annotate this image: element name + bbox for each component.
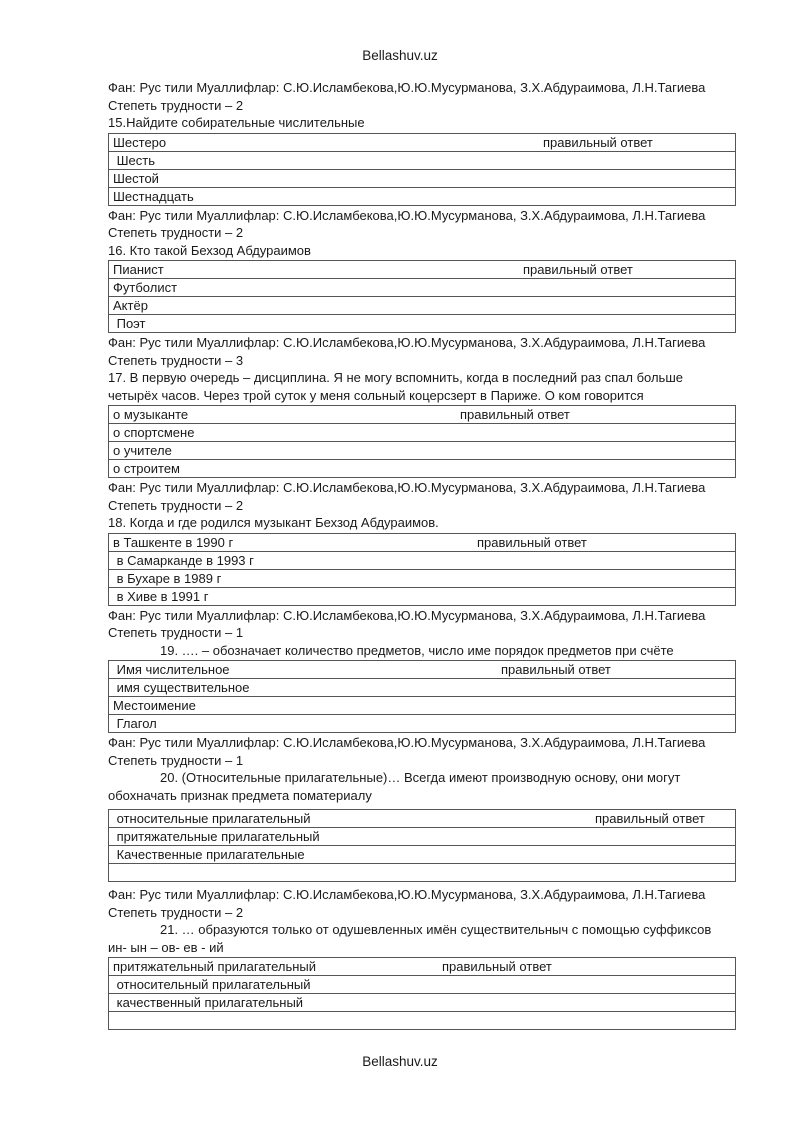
correct-answer-label: правильный ответ: [460, 407, 570, 422]
option-row: [109, 715, 736, 733]
correct-answer-label: правильный ответ: [442, 959, 552, 974]
option-text: притяжательный прилагательный: [113, 959, 317, 974]
option-row: [109, 551, 736, 569]
option-row: [109, 587, 736, 605]
option-row: [109, 810, 736, 828]
option-text: Поэт: [113, 316, 146, 331]
option-text: о строитем: [113, 461, 180, 476]
question-text: 15.Найдите собирательные числительные: [108, 115, 365, 130]
option-row: [109, 133, 736, 151]
option-text: качественный прилагательный: [113, 995, 304, 1010]
option-row: [109, 828, 736, 846]
option-text: Имя числительное: [113, 662, 230, 677]
option-text: Шесть: [113, 152, 155, 168]
correct-answer-label: правильный ответ: [523, 262, 633, 277]
option-row: [109, 846, 736, 864]
option-row: [109, 460, 736, 478]
question-text: 17. В первую очередь – дисциплина. Я не могу вспомнить, когда в последний раз спал больше: [108, 370, 683, 385]
option-row: [109, 406, 736, 424]
question-meta: Фан: Рус тили Муаллифлар: С.Ю.Исламбекова,Ю.Ю.Мусурманова, З.Х.Абдураимова, Л.Н.Тагиева: [108, 887, 706, 902]
option-text: имя существительное: [113, 680, 250, 695]
question-meta: Фан: Рус тили Муаллифлар: С.Ю.Исламбекова,Ю.Ю.Мусурманова, З.Х.Абдураимова, Л.Н.Тагиева: [108, 207, 706, 223]
option-text: о спортсмене: [113, 425, 195, 440]
option-row: [109, 533, 736, 551]
site-header: Bellashuv.uz: [362, 48, 438, 63]
question-meta: Фан: Рус тили Муаллифлар: С.Ю.Исламбекова,Ю.Ю.Мусурманова, З.Х.Абдураимова, Л.Н.Тагиева: [108, 480, 706, 495]
options-table: [108, 405, 736, 478]
question-meta: Фан: Рус тили Муаллифлар: С.Ю.Исламбекова,Ю.Ю.Мусурманова, З.Х.Абдураимова, Л.Н.Тагиева: [108, 735, 706, 750]
question-16: [108, 207, 736, 334]
option-text: Шестой: [113, 170, 159, 186]
option-row: [109, 1012, 736, 1030]
question-meta: Фан: Рус тили Муаллифлар: С.Ю.Исламбекова,Ю.Ю.Мусурманова, З.Х.Абдураимова, Л.Н.Тагиева: [108, 335, 706, 350]
option-text: Шестнадцать: [113, 188, 194, 204]
option-text: притяжательные прилагательный: [113, 829, 320, 844]
question-meta: Фан: Рус тили Муаллифлар: С.Ю.Исламбекова,Ю.Ю.Мусурманова, З.Х.Абдураимова, Л.Н.Тагиева: [108, 80, 706, 95]
option-row: [109, 697, 736, 715]
option-text: Качественные прилагательные: [113, 847, 305, 862]
question-text: 20. (Относительные прилагательные)… Всегда имеют производную основу, они могут: [160, 770, 681, 785]
option-row: [109, 442, 736, 460]
option-text: о учителе: [113, 443, 172, 458]
option-row: [109, 569, 736, 587]
question-text: четырёх часов. Через трой суток у меня сольный коцерсзерт в Париже. О ком говорится: [108, 387, 644, 403]
option-text: Местоимение: [113, 698, 196, 713]
options-table: [108, 660, 736, 733]
option-row: [109, 261, 736, 279]
option-row: [109, 994, 736, 1012]
options-table: [108, 260, 736, 333]
option-row: [109, 315, 736, 333]
option-text: в Самарканде в 1993 г: [113, 552, 254, 568]
difficulty-level: Степеть трудности – 2: [108, 904, 244, 920]
site-footer: Bellashuv.uz: [362, 1054, 438, 1069]
question-15: [108, 79, 736, 206]
question-text: ин- ын – ов- ев - ий: [108, 939, 224, 955]
difficulty-level: Степеть трудности – 1: [108, 625, 244, 640]
question-text: 18. Когда и где родился музыкант Бехзод Абдураимов.: [108, 515, 439, 530]
option-text: Глагол: [113, 716, 157, 731]
difficulty-level: Степеть трудности – 2: [108, 97, 244, 113]
option-row: [109, 279, 736, 297]
option-text: Футболист: [113, 280, 178, 295]
question-meta: Фан: Рус тили Муаллифлар: С.Ю.Исламбекова,Ю.Ю.Мусурманова, З.Х.Абдураимова, Л.Н.Тагиева: [108, 607, 706, 623]
question-text: 16. Кто такой Бехзод Абдураимов: [108, 242, 311, 258]
difficulty-level: Степеть трудности – 2: [108, 497, 244, 513]
options-table: [108, 533, 736, 606]
option-text: о музыканте: [113, 407, 189, 422]
difficulty-level: Степеть трудности – 2: [108, 225, 244, 240]
option-row: [109, 169, 736, 187]
document-content: [108, 79, 736, 1031]
question-21: [108, 886, 736, 1030]
option-row: [109, 297, 736, 315]
options-table: [108, 809, 736, 882]
option-row: [109, 679, 736, 697]
option-row: [109, 424, 736, 442]
correct-answer-label: правильный ответ: [543, 134, 653, 150]
option-text: в Хиве в 1991 г: [113, 588, 209, 604]
question-17: [108, 334, 736, 478]
options-table: [108, 957, 736, 1030]
question-19: [108, 607, 736, 734]
question-text: 19. …. – обозначает количество предметов, число име порядок предметов при счёте: [160, 642, 674, 658]
option-row: [109, 864, 736, 882]
option-row: [109, 187, 736, 205]
option-text: в Ташкенте в 1990 г: [113, 534, 234, 550]
option-text: в Бухаре в 1989 г: [113, 570, 222, 586]
correct-answer-label: правильный ответ: [477, 534, 587, 550]
option-row: [109, 976, 736, 994]
correct-answer-label: правильный ответ: [501, 662, 611, 677]
difficulty-level: Степеть трудности – 1: [108, 752, 244, 768]
option-row: [109, 958, 736, 976]
options-table: [108, 133, 736, 206]
question-text: обохначать признак предмета поматериалу: [108, 787, 372, 803]
option-text: относительные прилагательный: [113, 811, 311, 826]
option-text: Шестеро: [113, 134, 167, 150]
question-18: [108, 479, 736, 606]
option-text: Пианист: [113, 262, 164, 277]
option-text: Актёр: [113, 298, 148, 313]
question-20: [108, 734, 736, 882]
question-text: 21. … образуются только от одушевленных имён существительныч с помощью суффиксов: [160, 922, 712, 937]
option-text: относительный прилагательный: [113, 977, 311, 992]
option-row: [109, 151, 736, 169]
option-row: [109, 661, 736, 679]
correct-answer-label: правильный ответ: [595, 811, 705, 826]
difficulty-level: Степеть трудности – 3: [108, 352, 244, 368]
